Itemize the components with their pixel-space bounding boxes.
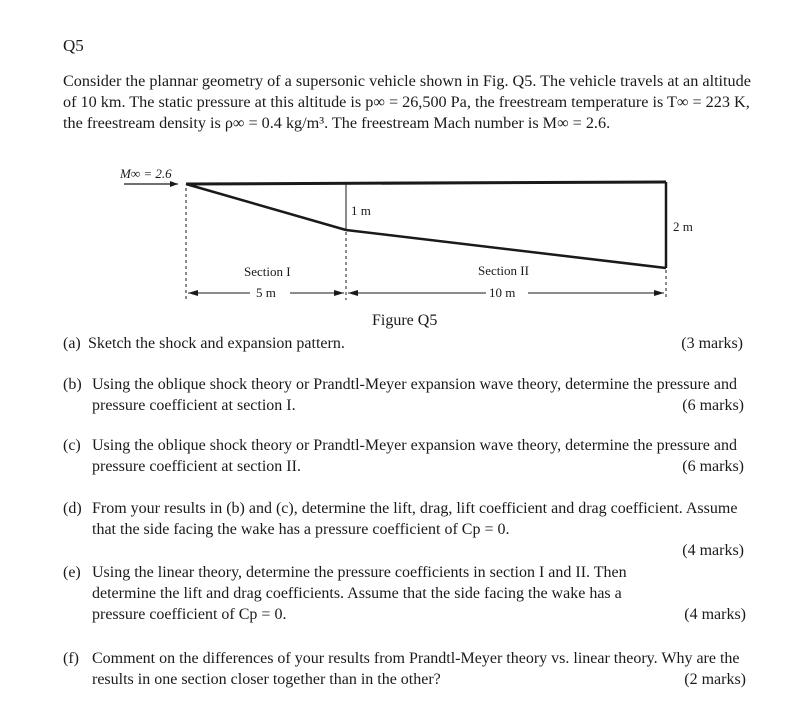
part-text: Using the oblique shock theory or Prandtl-Meyer expansion wave theory, determine the pressure and pressure coefficient at section I.	[92, 376, 737, 414]
dim-5m-label: 5 m	[256, 285, 276, 300]
part-text: Using the oblique shock theory or Prandtl-Meyer expansion wave theory, determine the pressure and pressure coefficient at section II.	[92, 437, 737, 475]
section-2-label: Section II	[478, 263, 529, 278]
part-label: (f)	[63, 650, 79, 667]
part-marks: (2 marks)	[684, 671, 746, 688]
part-d	[63, 498, 756, 561]
part-label: (b)	[63, 376, 82, 393]
part-label: (e)	[63, 564, 81, 581]
upper-surface	[186, 182, 666, 184]
section-1-surface	[186, 184, 346, 230]
part-marks: (4 marks)	[682, 542, 744, 559]
dim-5m-arrow-right	[334, 290, 344, 296]
part-text: Sketch the shock and expansion pattern.	[88, 335, 345, 352]
part-a	[63, 333, 743, 354]
part-label: (c)	[63, 437, 81, 454]
section-1-label: Section I	[244, 264, 291, 279]
dim-10m-arrow-right	[654, 290, 664, 296]
part-f	[63, 648, 760, 690]
dim-10m-arrow-left	[348, 290, 358, 296]
part-b	[63, 374, 756, 416]
mach-label: M∞ = 2.6	[120, 166, 172, 181]
freestream-arrowhead	[170, 181, 178, 187]
question-intro: Consider the plannar geometry of a supersonic vehicle shown in Fig. Q5. The vehicle travels at an altitude of 10 km. The static pressure at this altitude is p∞ = 26,500 Pa, the freestream temperature is T∞ = 223 K, the freestream density is ρ∞ = 0.4 kg/m³. The freestream Mach number is M∞ = 2.6.	[63, 72, 751, 132]
part-c	[63, 435, 756, 477]
part-e	[63, 562, 760, 625]
dim-5m-arrow-left	[188, 290, 198, 296]
part-marks: (4 marks)	[684, 606, 746, 623]
part-label: (a)	[63, 335, 81, 352]
part-text: From your results in (b) and (c), determine the lift, drag, lift coefficient and drag coefficient. Assume that the side facing the wake has a pressure coefficient of Cp = 0.	[92, 500, 738, 538]
part-text: Comment on the differences of your results from Prandtl-Meyer theory vs. linear theory. Why are the results in one section closer together than in the other?	[92, 650, 740, 688]
part-text: Using the linear theory, determine the pressure coefficients in section I and II. Then determine the lift and drag coefficients. Assume that the side facing the wake has a pressure coefficient of Cp = 0.	[92, 564, 627, 623]
dim-10m-label: 10 m	[489, 285, 516, 300]
part-marks: (6 marks)	[682, 397, 744, 414]
label-2m: 2 m	[673, 219, 693, 234]
figure-q5	[0, 0, 802, 340]
part-label: (d)	[63, 500, 82, 517]
label-1m: 1 m	[351, 203, 371, 218]
figure-caption: Figure Q5	[372, 312, 438, 329]
part-marks: (3 marks)	[681, 335, 743, 352]
question-number: Q5	[63, 36, 84, 55]
part-marks: (6 marks)	[682, 458, 744, 475]
